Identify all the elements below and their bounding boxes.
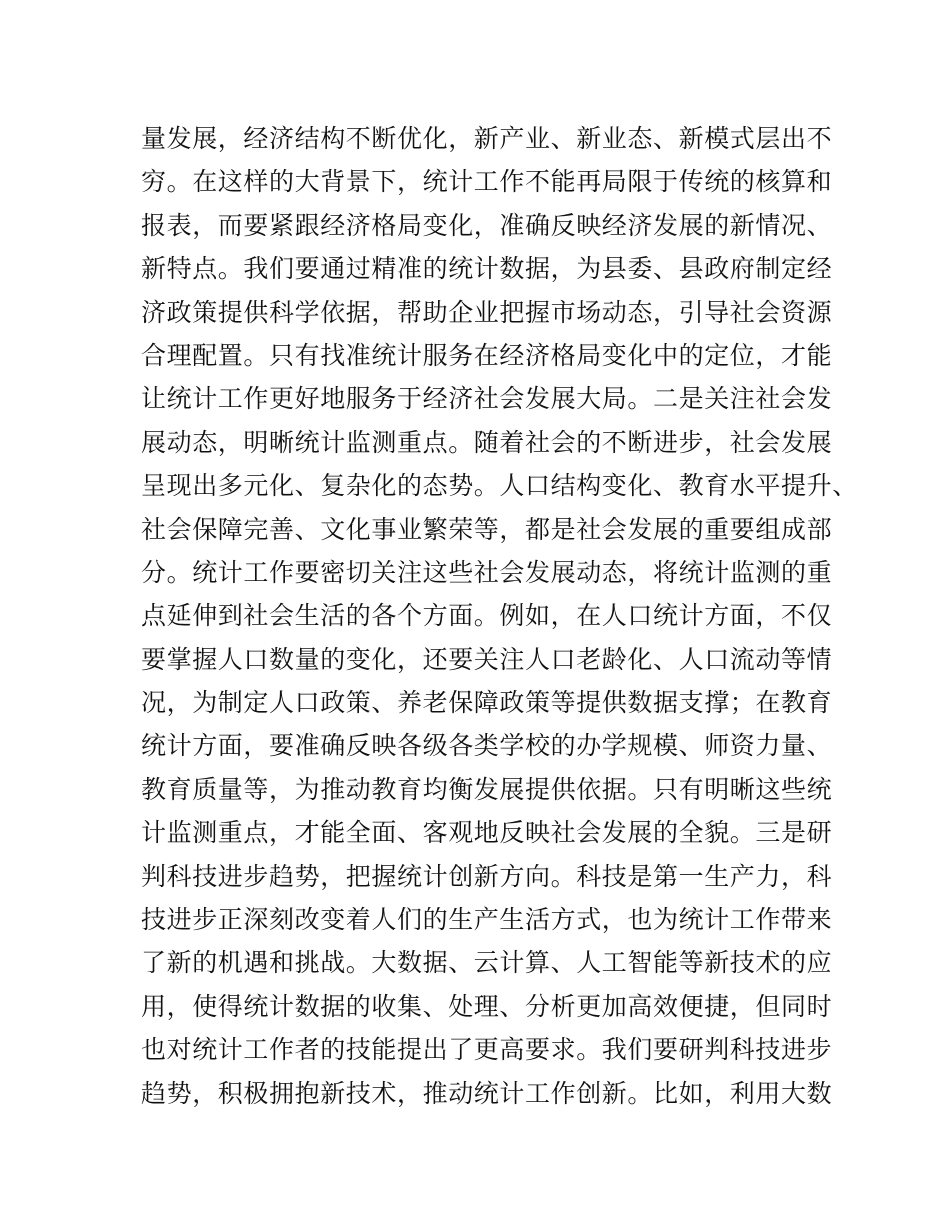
text-line: 况，为制定人口政策、养老保障政策等提供数据支撑；在教育 [141, 688, 833, 718]
text-line: 技进步正深刻改变着人们的生产生活方式，也为统计工作带来 [141, 905, 833, 935]
text-line: 新特点。我们要通过精准的统计数据，为县委、县政府制定经 [141, 254, 833, 284]
text-line: 社会保障完善、文化事业繁荣等，都是社会发展的重要组成部 [141, 514, 833, 544]
text-line: 展动态，明晰统计监测重点。随着社会的不断进步，社会发展 [141, 427, 833, 457]
text-line: 合理配置。只有找准统计服务在经济格局变化中的定位，才能 [141, 340, 833, 370]
text-line: 穷。在这样的大背景下，统计工作不能再局限于传统的核算和 [141, 167, 833, 197]
text-line: 报表，而要紧跟经济格局变化，准确反映经济发展的新情况、 [141, 210, 833, 240]
text-line: 呈现出多元化、复杂化的态势。人口结构变化、教育水平提升、 [141, 471, 858, 501]
text-line: 计监测重点，才能全面、客观地反映社会发展的全貌。三是研 [141, 818, 833, 848]
text-line: 趋势，积极拥抱新技术，推动统计工作创新。比如，利用大数 [141, 1078, 833, 1108]
text-line: 判科技进步趋势，把握统计创新方向。科技是第一生产力，科 [141, 861, 833, 891]
text-line: 教育质量等，为推动教育均衡发展提供依据。只有明晰这些统 [141, 774, 833, 804]
text-line: 要掌握人口数量的变化，还要关注人口老龄化、人口流动等情 [141, 644, 833, 674]
text-line: 了新的机遇和挑战。大数据、云计算、人工智能等新技术的应 [141, 948, 833, 978]
text-line: 也对统计工作者的技能提出了更高要求。我们要研判科技进步 [141, 1035, 833, 1065]
text-line: 统计方面，要准确反映各级各类学校的办学规模、师资力量、 [141, 731, 833, 761]
text-line: 量发展，经济结构不断优化，新产业、新业态、新模式层出不 [141, 124, 833, 153]
body-paragraph [141, 117, 858, 1115]
text-line: 济政策提供科学依据，帮助企业把握市场动态，引导社会资源 [141, 297, 833, 327]
text-line: 分。统计工作要密切关注这些社会发展动态，将统计监测的重 [141, 557, 833, 587]
text-line: 点延伸到社会生活的各个方面。例如，在人口统计方面，不仅 [141, 601, 833, 631]
text-line: 用，使得统计数据的收集、处理、分析更加高效便捷，但同时 [141, 991, 833, 1021]
text-line: 让统计工作更好地服务于经济社会发展大局。二是关注社会发 [141, 384, 833, 414]
